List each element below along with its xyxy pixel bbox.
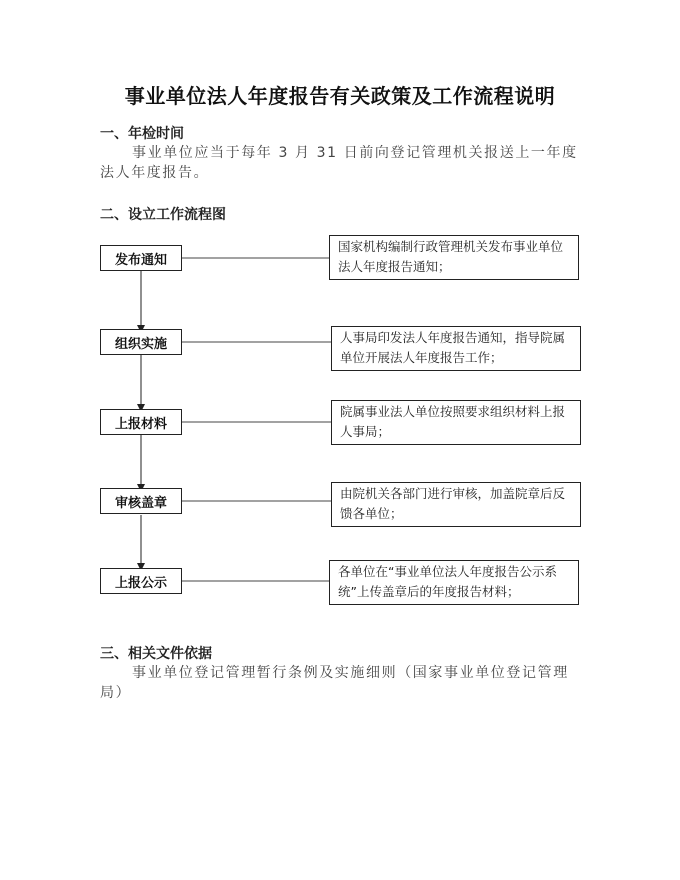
- flow-step-publish-notice: 发布通知: [100, 245, 182, 271]
- section-heading-workflow: 二、设立工作流程图: [100, 207, 226, 223]
- flow-desc-report-publicize: 各单位在“事业单位法人年度报告公示系统”上传盖章后的年度报告材料；: [329, 560, 579, 605]
- flow-step-organize: 组织实施: [100, 329, 182, 355]
- flow-desc-organize: 人事局印发法人年度报告通知，指导院属单位开展法人年度报告工作；: [331, 326, 581, 371]
- flow-step-submit-materials: 上报材料: [100, 409, 182, 435]
- section-heading-inspection-time: 一、年检时间: [100, 126, 184, 142]
- flow-desc-submit-materials: 院属事业法人单位按照要求组织材料上报人事局；: [331, 400, 581, 445]
- flow-step-review-stamp: 审核盖章: [100, 488, 182, 514]
- page-title: 事业单位法人年度报告有关政策及工作流程说明: [124, 84, 556, 108]
- flow-step-report-publicize: 上报公示: [100, 568, 182, 594]
- section-text-inspection-time: 事业单位应当于每年 3 月 31 日前向登记管理机关报送上一年度法人年度报告。: [100, 145, 578, 181]
- section-text-documents: 事业单位登记管理暂行条例及实施细则（国家事业单位登记管理局）: [100, 665, 569, 701]
- flow-desc-review-stamp: 由院机关各部门进行审核，加盖院章后反馈各单位；: [331, 482, 581, 527]
- section-heading-documents: 三、相关文件依据: [100, 646, 212, 662]
- flow-desc-publish-notice: 国家机构编制行政管理机关发布事业单位法人年度报告通知；: [329, 235, 579, 280]
